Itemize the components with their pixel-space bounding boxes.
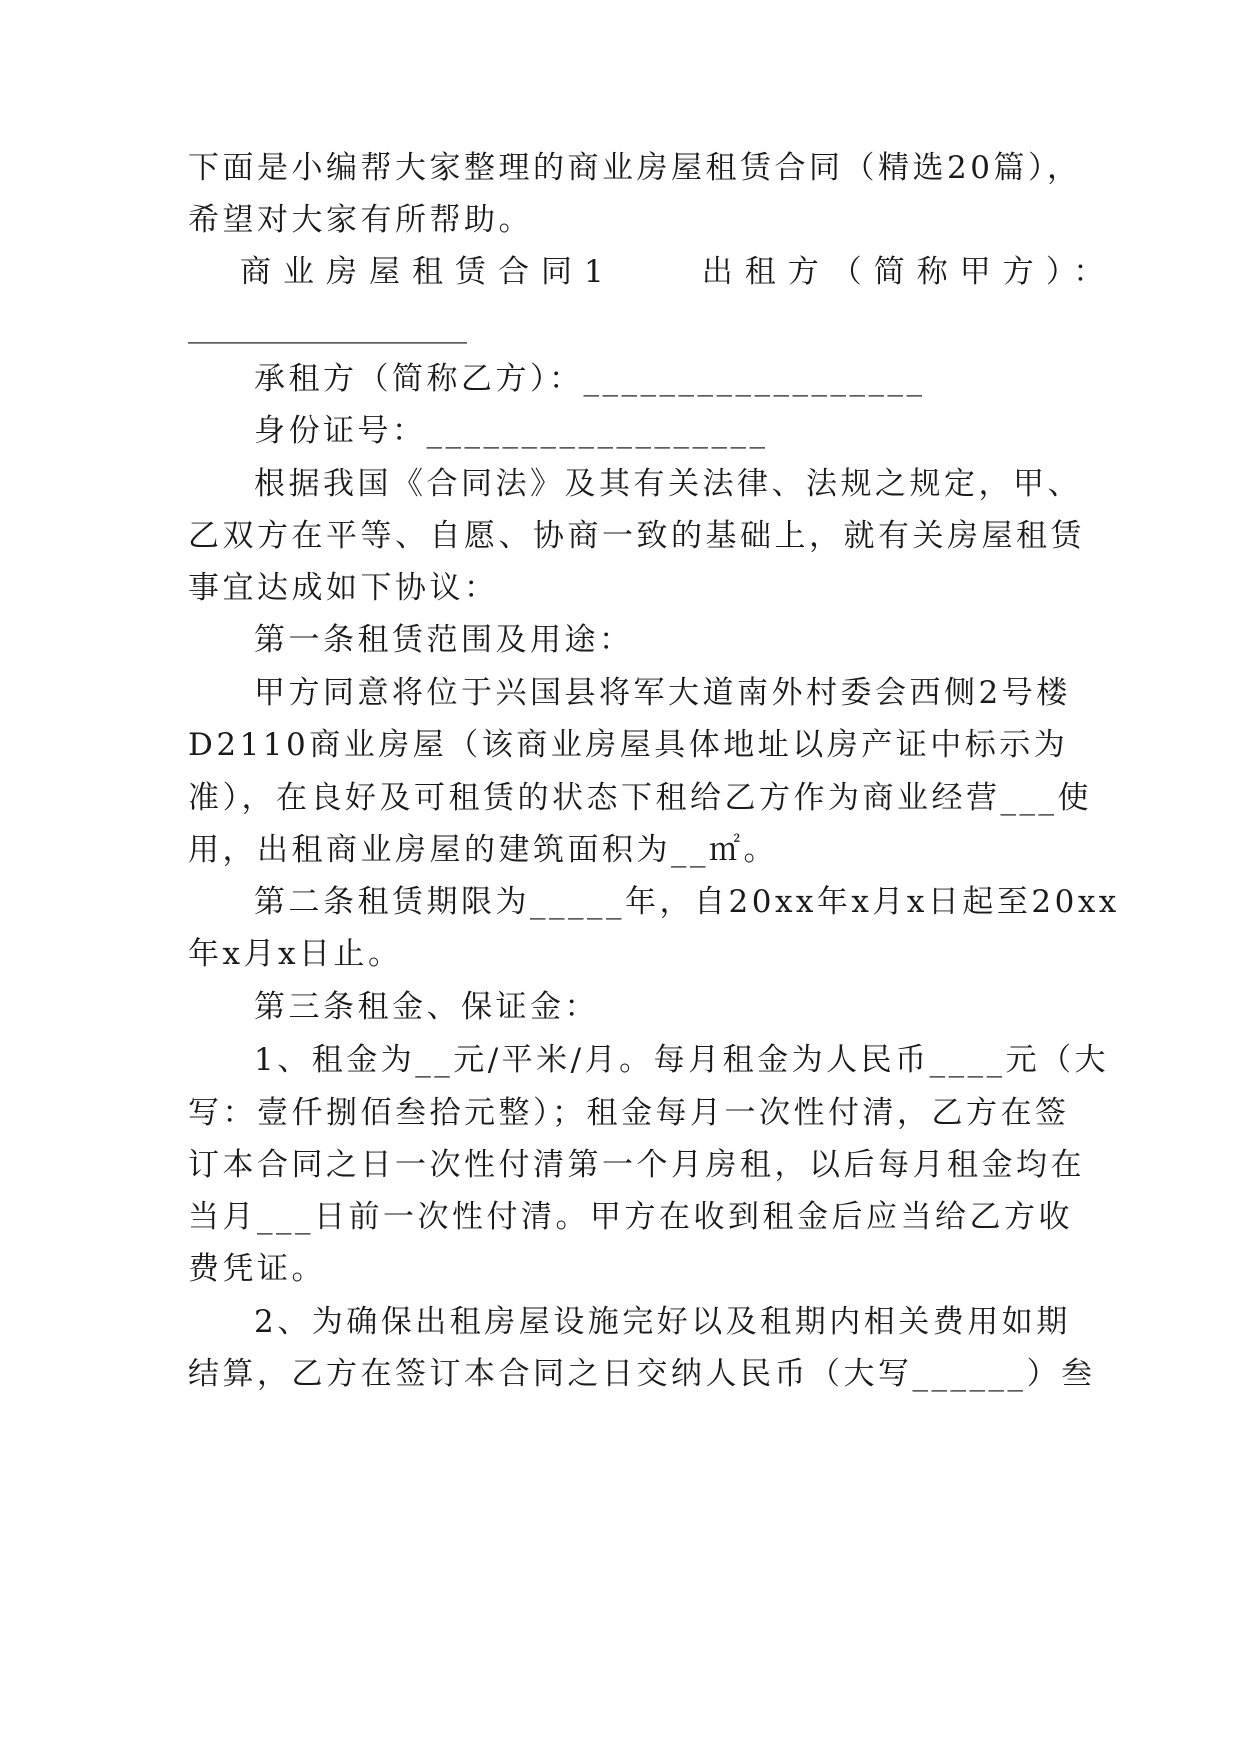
article-1-line-3: 准），在良好及可租赁的状态下租给乙方作为商业经营___使	[188, 780, 1092, 816]
article-2-line-1: 第二条租赁期限为_____年，自20xx年x月x日起至20xx	[254, 884, 1120, 920]
article-3-item-1-line-5: 费凭证。	[188, 1251, 326, 1287]
article-1-line-4: 用，出租商业房屋的建筑面积为__㎡。	[188, 832, 778, 868]
article-3-item-2-line-2: 结算，乙方在签订本合同之日交纳人民币（大写______）叁	[188, 1356, 1096, 1392]
article-1-line-1: 甲方同意将位于兴国县将军大道南外村委会西侧2号楼	[254, 675, 1071, 711]
article-3-item-2-line-1: 2、为确保出租房屋设施完好以及租期内相关费用如期	[254, 1304, 1071, 1340]
article-3-item-1-line-3: 订本合同之日一次性付清第一个月房租，以后每月租金均在	[188, 1147, 1085, 1183]
id-number-line: 身份证号：__________________	[254, 413, 769, 449]
article-3-item-1-line-2: 写：壹仟捌佰叁拾元整）；租金每月一次性付清，乙方在签	[188, 1095, 1070, 1131]
preamble-line-1: 根据我国《合同法》及其有关法律、法规之规定，甲、	[254, 466, 1082, 502]
intro-line-1: 下面是小编帮大家整理的商业房屋租赁合同（精选20篇），	[188, 150, 1082, 186]
article-1-line-2: D2110商业房屋（该商业房屋具体地址以房产证中标示为	[188, 727, 1069, 763]
article-3-item-1-line-1: 1、租金为__元/平米/月。每月租金为人民币____元（大	[254, 1042, 1110, 1078]
article-3-title: 第三条租金、保证金：	[254, 989, 599, 1025]
article-1-title: 第一条租赁范围及用途：	[254, 622, 634, 658]
lessee-line: 承租方（简称乙方）：__________________	[254, 361, 926, 397]
contract-heading-lessor: 商业房屋租赁合同1 出租方（简称甲方）：	[240, 254, 1117, 290]
intro-line-2: 希望对大家有所帮助。	[188, 202, 533, 238]
lessor-blank: __________________	[188, 308, 467, 344]
article-3-item-1-line-4: 当月___日前一次性付清。甲方在收到租金后应当给乙方收	[188, 1199, 1073, 1235]
article-2-line-2: 年x月x日止。	[188, 936, 403, 972]
preamble-line-2: 乙双方在平等、自愿、协商一致的基础上，就有关房屋租赁	[188, 518, 1085, 554]
preamble-line-3: 事宜达成如下协议：	[188, 570, 499, 606]
